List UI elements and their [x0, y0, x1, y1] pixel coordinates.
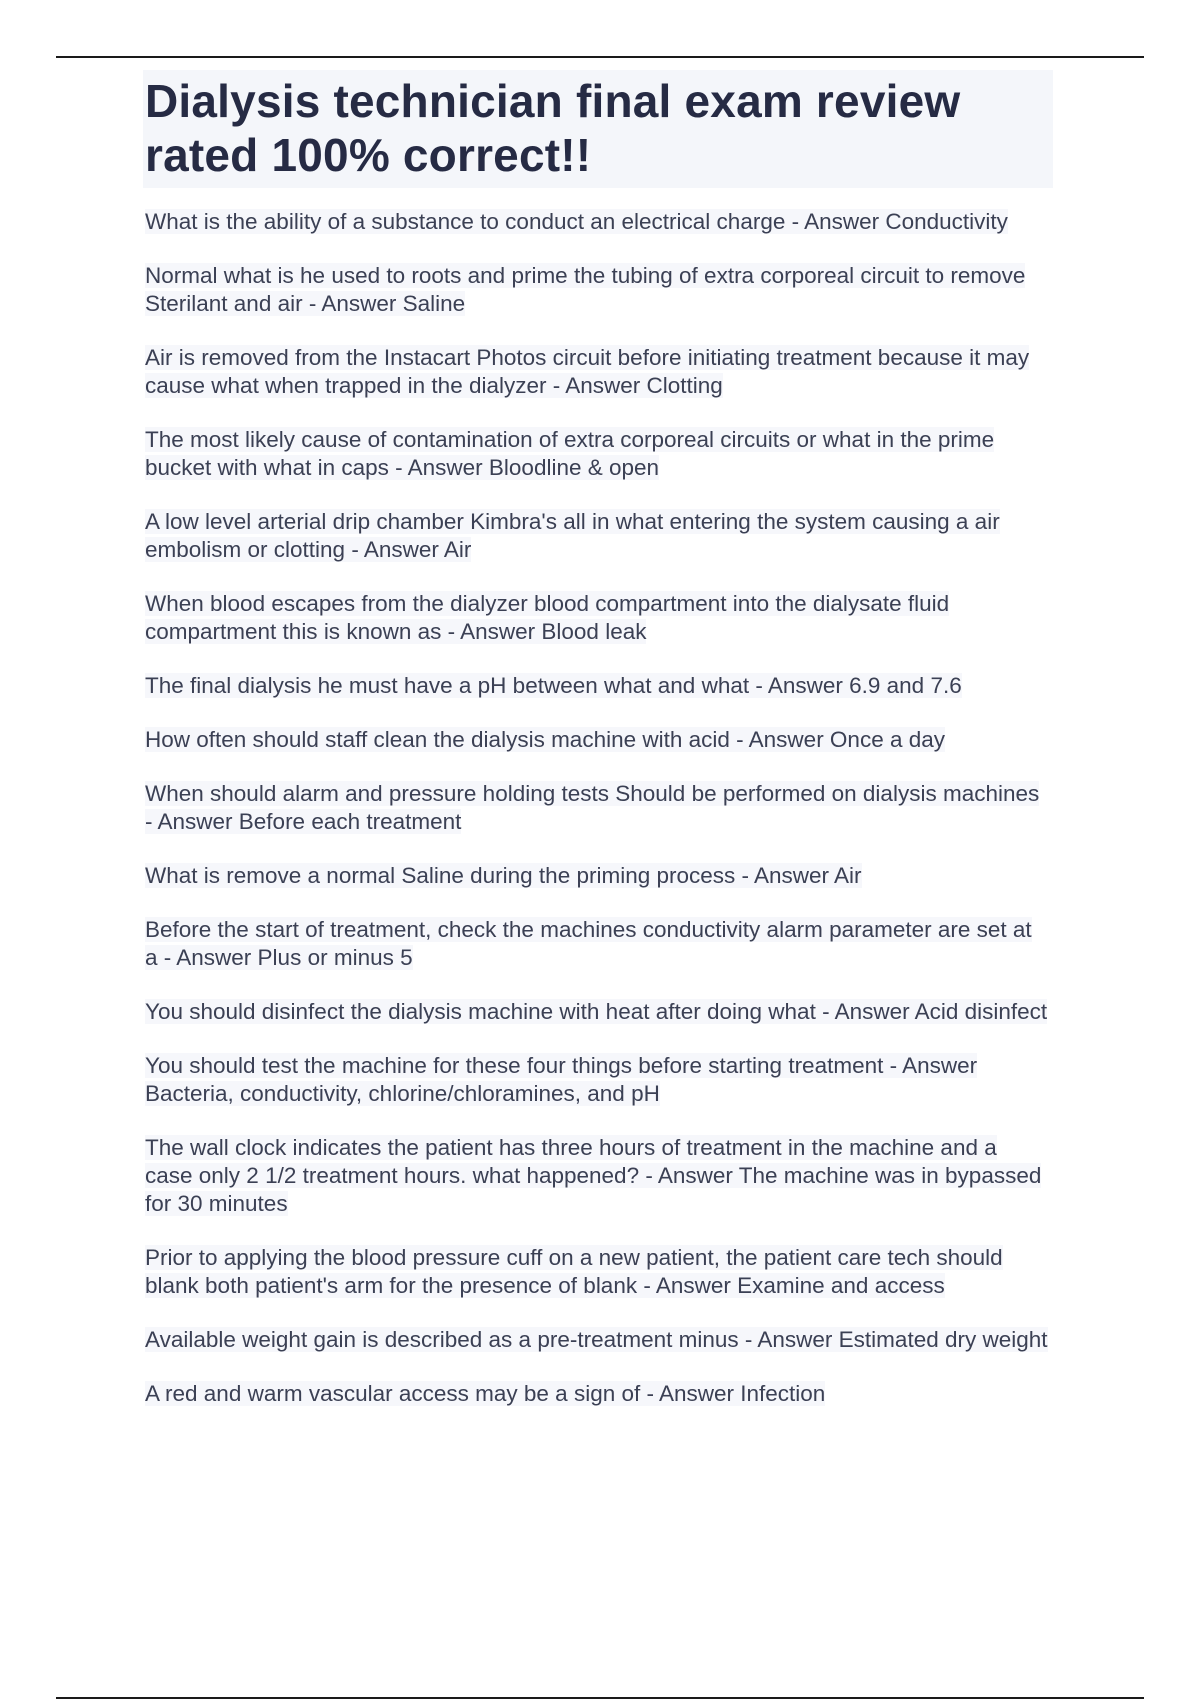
qa-text: Prior to applying the blood pressure cuff on a new patient, the patient care tech should blank both patient's arm for the presence of blank - Answer Examine and access: [145, 1245, 1003, 1298]
qa-item-1: [145, 208, 1050, 236]
qa-item-16: [145, 1326, 1050, 1354]
top-rule: [56, 56, 1144, 58]
bottom-rule: [56, 1697, 1144, 1699]
title-block: [143, 70, 1053, 188]
qa-text: Air is removed from the Instacart Photos circuit before initiating treatment because it may cause what when trapped in the dialyzer - Answer Clotting: [145, 345, 1030, 398]
qa-text: What is the ability of a substance to conduct an electrical charge - Answer Conductivity: [145, 209, 1008, 234]
qa-item-12: [145, 998, 1050, 1026]
qa-text: The final dialysis he must have a pH between what and what - Answer 6.9 and 7.6: [145, 673, 962, 698]
qa-item-17: [145, 1380, 1050, 1408]
qa-text: You should test the machine for these four things before starting treatment - Answer Bacteria, conductivity, chlorine/chloramines, and pH: [145, 1053, 978, 1106]
qa-item-2: [145, 262, 1050, 318]
qa-text: A red and warm vascular access may be a sign of - Answer Infection: [145, 1381, 826, 1406]
qa-text: The most likely cause of contamination of extra corporeal circuits or what in the prime bucket with what in caps - Answer Bloodline & open: [145, 427, 995, 480]
qa-item-13: [145, 1052, 1050, 1108]
qa-item-15: [145, 1244, 1050, 1300]
qa-text: You should disinfect the dialysis machine with heat after doing what - Answer Acid disinfect: [145, 999, 1048, 1024]
qa-item-8: [145, 726, 1050, 754]
qa-text: Before the start of treatment, check the machines conductivity alarm parameter are set at a - Answer Plus or minus 5: [145, 917, 1032, 970]
qa-item-14: [145, 1134, 1050, 1218]
qa-item-11: [145, 916, 1050, 972]
qa-text: The wall clock indicates the patient has three hours of treatment in the machine and a case only 2 1/2 treatment hours. what happened? - Answer The machine was in bypassed for 30 minutes: [145, 1135, 1042, 1216]
qa-item-4: [145, 426, 1050, 482]
qa-text: When should alarm and pressure holding tests Should be performed on dialysis machines - Answer Before each treatment: [145, 781, 1040, 834]
qa-item-7: [145, 672, 1050, 700]
qa-item-9: [145, 780, 1050, 836]
qa-text: When blood escapes from the dialyzer blood compartment into the dialysate fluid compartment this is known as - Answer Blood leak: [145, 591, 950, 644]
qa-text: Normal what is he used to roots and prime the tubing of extra corporeal circuit to remove Sterilant and air - Answer Saline: [145, 263, 1026, 316]
qa-text: Available weight gain is described as a pre-treatment minus - Answer Estimated dry weight: [145, 1327, 1048, 1352]
qa-item-3: [145, 344, 1050, 400]
qa-list: [145, 208, 1050, 1434]
qa-item-5: [145, 508, 1050, 564]
document-title: Dialysis technician final exam review rated 100% correct!!: [145, 75, 961, 181]
qa-item-6: [145, 590, 1050, 646]
qa-text: How often should staff clean the dialysis machine with acid - Answer Once a day: [145, 727, 946, 752]
qa-item-10: [145, 862, 1050, 890]
qa-text: A low level arterial drip chamber Kimbra's all in what entering the system causing a air embolism or clotting - Answer Air: [145, 509, 1000, 562]
qa-text: What is remove a normal Saline during the priming process - Answer Air: [145, 863, 862, 888]
